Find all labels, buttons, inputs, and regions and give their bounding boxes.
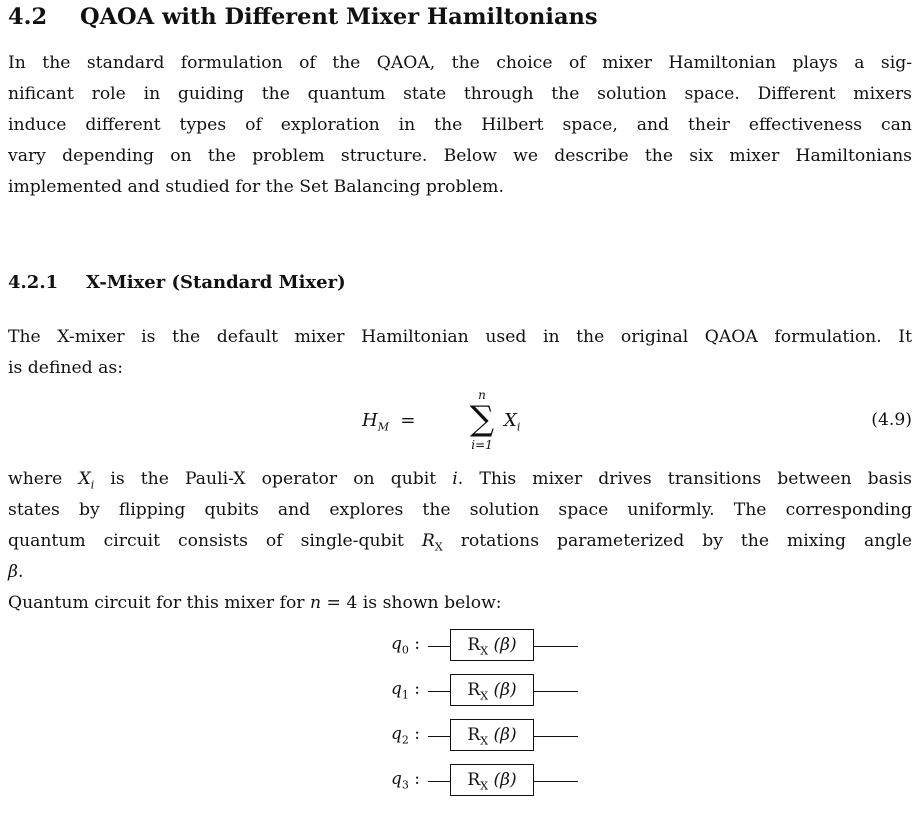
rx-gate: $R_X$ (β) xyxy=(450,629,534,661)
equation-4-9 xyxy=(0,388,918,454)
qubit-label: $q_1$ : xyxy=(390,679,420,702)
qubit-row xyxy=(360,628,600,664)
qubit-label: $q_2$ : xyxy=(390,724,420,747)
rx-gate: $R_X$ (β) xyxy=(450,674,534,706)
definition-line: is defined as: xyxy=(8,358,123,378)
section-title: QAOA with Different Mixer Hamiltonians xyxy=(80,4,598,30)
explanation-line: β. xyxy=(8,562,24,582)
equation-term: $X_i$ xyxy=(504,410,521,434)
explanation-line: where $X_i$ is the Pauli-X operator on qubit i. This mixer drives transitions between basis xyxy=(8,469,912,492)
quantum-circuit xyxy=(360,628,600,828)
qubit-label: $q_3$ : xyxy=(390,769,420,792)
section-number: 4.2 xyxy=(8,4,48,30)
wire-segment xyxy=(534,691,578,692)
definition-paragraph xyxy=(8,322,912,384)
wire-segment xyxy=(534,781,578,782)
rx-gate: $R_X$ (β) xyxy=(450,719,534,751)
wire-segment xyxy=(428,691,450,692)
subsection-title: X-Mixer (Standard Mixer) xyxy=(86,272,346,293)
circuit-intro-paragraph xyxy=(8,588,912,619)
intro-line: nificant role in guiding the quantum state through the solution space. Different mixers xyxy=(8,84,912,104)
explanation-line: states by flipping qubits and explores the solution space uniformly. The corresponding xyxy=(8,500,912,520)
qubit-label: $q_0$ : xyxy=(390,634,420,657)
wire-segment xyxy=(428,646,450,647)
wire-segment xyxy=(428,736,450,737)
subsection-heading xyxy=(8,272,346,293)
circuit-intro-line: Quantum circuit for this mixer for n = 4 is shown below: xyxy=(8,593,502,613)
summation-symbol: n ∑ i=1 xyxy=(469,388,495,452)
intro-paragraph xyxy=(8,48,912,203)
qubit-row xyxy=(360,718,600,754)
wire-segment xyxy=(534,646,578,647)
intro-line: implemented and studied for the Set Balancing problem. xyxy=(8,177,504,197)
explanation-paragraph xyxy=(8,464,912,588)
intro-line: induce different types of exploration in the Hilbert space, and their effectiveness can xyxy=(8,115,912,135)
qubit-row xyxy=(360,763,600,799)
explanation-line: quantum circuit consists of single-qubit $R_X$ rotations parameterized by the mixing angle xyxy=(8,531,912,554)
wire-segment xyxy=(534,736,578,737)
wire-segment xyxy=(428,781,450,782)
equation-number: (4.9) xyxy=(871,410,912,430)
intro-line: vary depending on the problem structure. Below we describe the six mixer Hamiltonians xyxy=(8,146,912,166)
rx-gate: $R_X$ (β) xyxy=(450,764,534,796)
equation-lhs: $H_M$ = xyxy=(362,410,416,434)
qubit-row xyxy=(360,673,600,709)
section-heading xyxy=(8,4,598,30)
definition-line: The X-mixer is the default mixer Hamiltonian used in the original QAOA formulation. It xyxy=(8,327,912,347)
intro-line: In the standard formulation of the QAOA, the choice of mixer Hamiltonian plays a sig- xyxy=(8,53,912,73)
subsection-number: 4.2.1 xyxy=(8,272,59,293)
